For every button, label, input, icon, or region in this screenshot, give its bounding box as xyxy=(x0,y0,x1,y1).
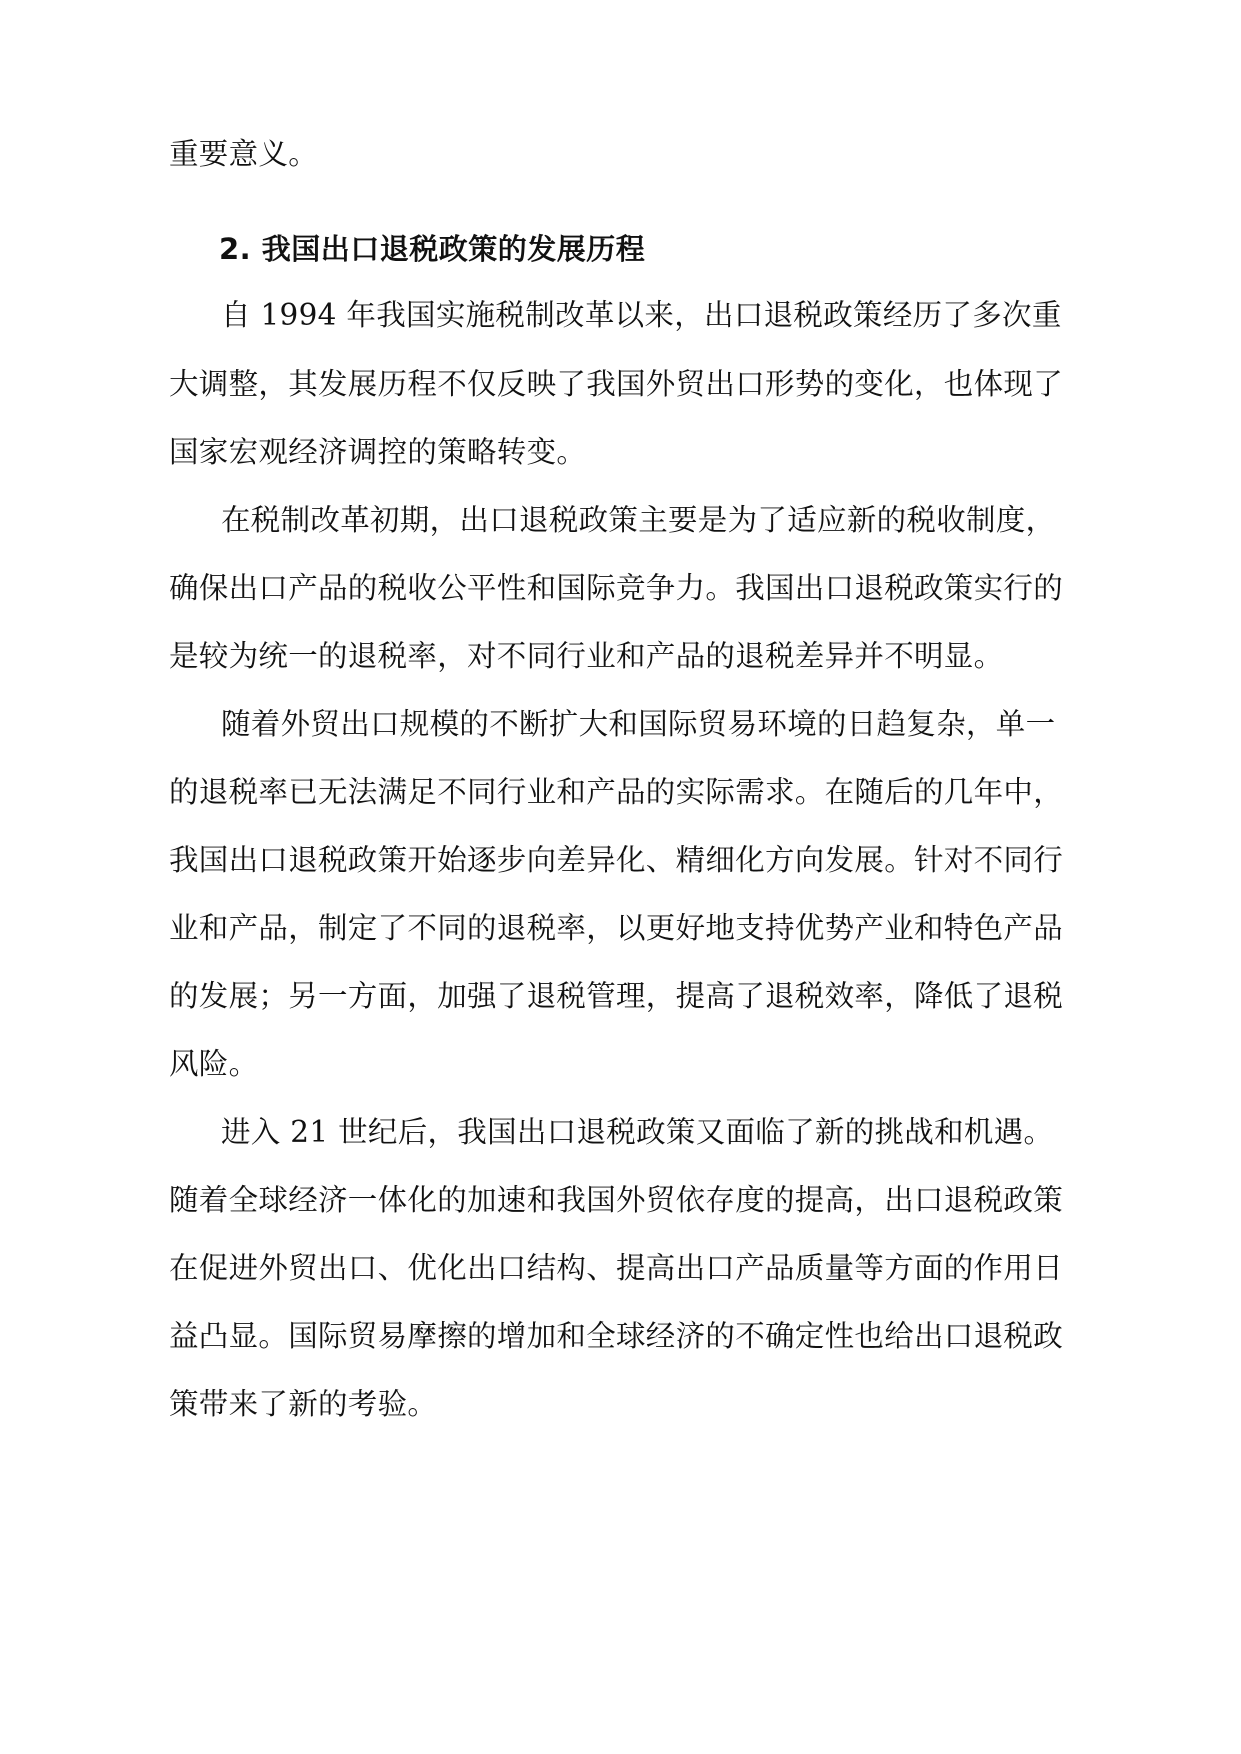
paragraph-line: 随着外贸出口规模的不断扩大和国际贸易环境的日趋复杂，单一 xyxy=(221,707,1056,741)
paragraph-line: 是较为统一的退税率，对不同行业和产品的退税差异并不明显。 xyxy=(169,639,1004,673)
paragraph-line: 风险。 xyxy=(169,1047,259,1081)
paragraph-line: 益凸显。国际贸易摩擦的增加和全球经济的不确定性也给出口退税政 xyxy=(169,1319,1064,1353)
section-heading: 2. 我国出口退税政策的发展历程 xyxy=(219,232,646,266)
paragraph-line: 的退税率已无法满足不同行业和产品的实际需求。在随后的几年中， xyxy=(169,775,1064,809)
paragraph-line: 确保出口产品的税收公平性和国际竞争力。我国出口退税政策实行的 xyxy=(169,571,1064,605)
paragraph-line: 国家宏观经济调控的策略转变。 xyxy=(169,435,587,469)
paragraph-line: 自 1994 年我国实施税制改革以来，出口退税政策经历了多次重 xyxy=(221,298,1062,332)
paragraph-line: 策带来了新的考验。 xyxy=(169,1387,438,1421)
paragraph-line: 业和产品，制定了不同的退税率，以更好地支持优势产业和特色产品 xyxy=(169,911,1064,945)
paragraph-line: 进入 21 世纪后，我国出口退税政策又面临了新的挑战和机遇。 xyxy=(221,1115,1054,1149)
paragraph-line: 的发展；另一方面，加强了退税管理，提高了退税效率，降低了退税 xyxy=(169,979,1064,1013)
intro-tail-text: 重要意义。 xyxy=(169,137,319,171)
paragraph-line: 随着全球经济一体化的加速和我国外贸依存度的提高，出口退税政策 xyxy=(169,1183,1064,1217)
paragraph-line: 在税制改革初期，出口退税政策主要是为了适应新的税收制度， xyxy=(221,503,1056,537)
paragraph-line: 大调整，其发展历程不仅反映了我国外贸出口形势的变化，也体现了 xyxy=(169,367,1064,401)
paragraph-line: 在促进外贸出口、优化出口结构、提高出口产品质量等方面的作用日 xyxy=(169,1251,1064,1285)
paragraph-line: 我国出口退税政策开始逐步向差异化、精细化方向发展。针对不同行 xyxy=(169,843,1064,877)
